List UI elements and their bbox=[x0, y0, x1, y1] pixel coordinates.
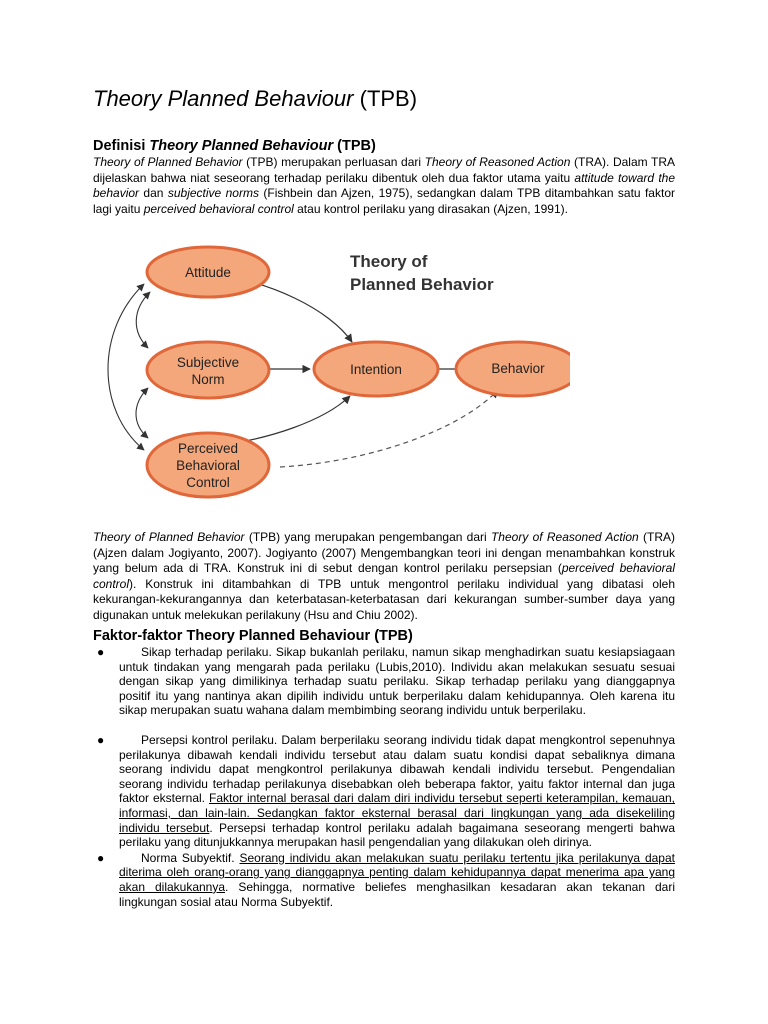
svg-text:Attitude: Attitude bbox=[185, 265, 231, 280]
list-item: ● Persepsi kontrol perilaku. Dalam berperilaku seorang individu tidak dapat mengkontrol sepenuhnya perilakunya dibawah kendali individu tersebut atau dalam suatu kondisi dapat sebaliknya dimana seorang individu dapat mengkontrol perilakunya dibawah kendali individu tersebut. Pengendalian seorang individu terhadap perilakunya disebabkan oleh beberapa faktor, yaitu faktor internal dan juga faktor eksternal. Faktor internal berasal dari dalam diri individu tersebut seperti keterampilan, kemauan, informasi, dan lain-lain. Sedangkan faktor eksternal berasal dari lingkungan yang ada disekeliling individu tersebut. Persepsi terhadap kontrol perilaku adalah bagaimana seseorang mengerti bahwa perilaku yang ditunjukkannya merupakan hasil pengendalian yang dilakukan oleh dirinya. bbox=[97, 732, 675, 850]
bullet-icon: ● bbox=[97, 732, 105, 747]
node-perceived-control bbox=[147, 433, 269, 497]
bullet-icon: ● bbox=[97, 645, 105, 659]
node-subjective-norm bbox=[147, 342, 269, 398]
page-title: Theory Planned Behaviour (TPB) bbox=[93, 86, 418, 111]
faktor-heading: Faktor-faktor Theory Planned Behaviour (TPB) bbox=[93, 628, 413, 644]
svg-text:Subjective: Subjective bbox=[176, 355, 240, 370]
bullet-icon: ● bbox=[97, 850, 105, 865]
faktor-list bbox=[93, 645, 675, 909]
node-intention bbox=[314, 342, 438, 396]
svg-text:Norm: Norm bbox=[191, 372, 225, 387]
list-item: ● Norma Subyektif. Seorang individu akan melakukan suatu perilaku tertentu jika perilakunya dapat diterima oleh orang-orang yang dianggapnya penting dalam kehidupannya dapat menerima apa yang akan dilakukannya. Sehingga, normative beliefes menghasilkan kesadaran akan tekanan dari lingkungan sosial atau Norma Subyektif. bbox=[97, 850, 676, 909]
list-item: ● Sikap terhadap perilaku. Sikap bukanlah perilaku, namun sikap menghadirkan suatu kesiapsiagaan untuk tindakan yang mengarah pada perilaku (Lubis,2010). Individu akan melakukan sesuatu sesuai dengan sikap yang dimilikinya terhadap suatu perilaku. Sikap terhadap perilaku yang dianggapnya positif itu yang nantinya akan dipilih individu untuk berperilaku dalam kehidupannya. Oleh karena itu sikap merupakan suatu wahana dalam membimbing seorang individu untuk berperilaku. bbox=[97, 645, 675, 718]
svg-text:Intention: Intention bbox=[350, 362, 402, 377]
pengembangan-paragraph: Theory of Planned Behavior (TPB) yang merupakan pengembangan dari Theory of Reasoned Action (TRA) (Ajzen dalam Jogiyanto, 2007). Jogiyanto (2007) Mengembangkan teori ini dengan menambahkan konstruk yang belum ada di TRA. Konstruk ini di sebut dengan kontrol perilaku persepsian (perceived behavioral control). Konstruk ini ditambahkan di TPB untuk mengontrol perilaku individual yang dibatasi oleh kekurangan-kekurangannya dan keterbatasan-keterbatasan dari kekurangan sumber-sumber daya yang digunakan untuk melekukan perilakuny (Hsu and Chiu 2002). bbox=[93, 530, 676, 622]
arc-norm-control bbox=[136, 388, 148, 438]
arc-attitude-norm bbox=[136, 292, 150, 348]
diagram-title-line2: Planned Behavior bbox=[350, 275, 494, 294]
svg-text:Perceived: Perceived bbox=[177, 441, 239, 456]
tpb-diagram bbox=[100, 240, 570, 502]
tpb-diagram-svg bbox=[100, 240, 570, 502]
definisi-paragraph: Theory of Planned Behavior (TPB) merupakan perluasan dari Theory of Reasoned Action (TRA). Dalam TRA dijelaskan bahwa niat seseorang terhadap perilaku dibentuk oleh dua faktor utama yaitu attitude toward the behavior dan subjective norms (Fishbein dan Ajzen, 1975), sedangkan dalam TPB ditambahkan satu faktor lagi yaitu perceived behavioral control atau kontrol perilaku yang dirasakan (Ajzen, 1991). bbox=[93, 155, 676, 216]
node-behavior bbox=[456, 342, 570, 396]
arrow-control-behavior-dashed bbox=[280, 390, 498, 467]
svg-text:Behavior: Behavior bbox=[491, 361, 545, 376]
svg-text:Control: Control bbox=[186, 475, 230, 490]
definisi-heading: Definisi Theory Planned Behaviour (TPB) bbox=[93, 138, 376, 154]
svg-text:Behavioral: Behavioral bbox=[176, 458, 240, 473]
node-attitude bbox=[147, 247, 269, 297]
diagram-title-line1: Theory of bbox=[350, 252, 428, 271]
